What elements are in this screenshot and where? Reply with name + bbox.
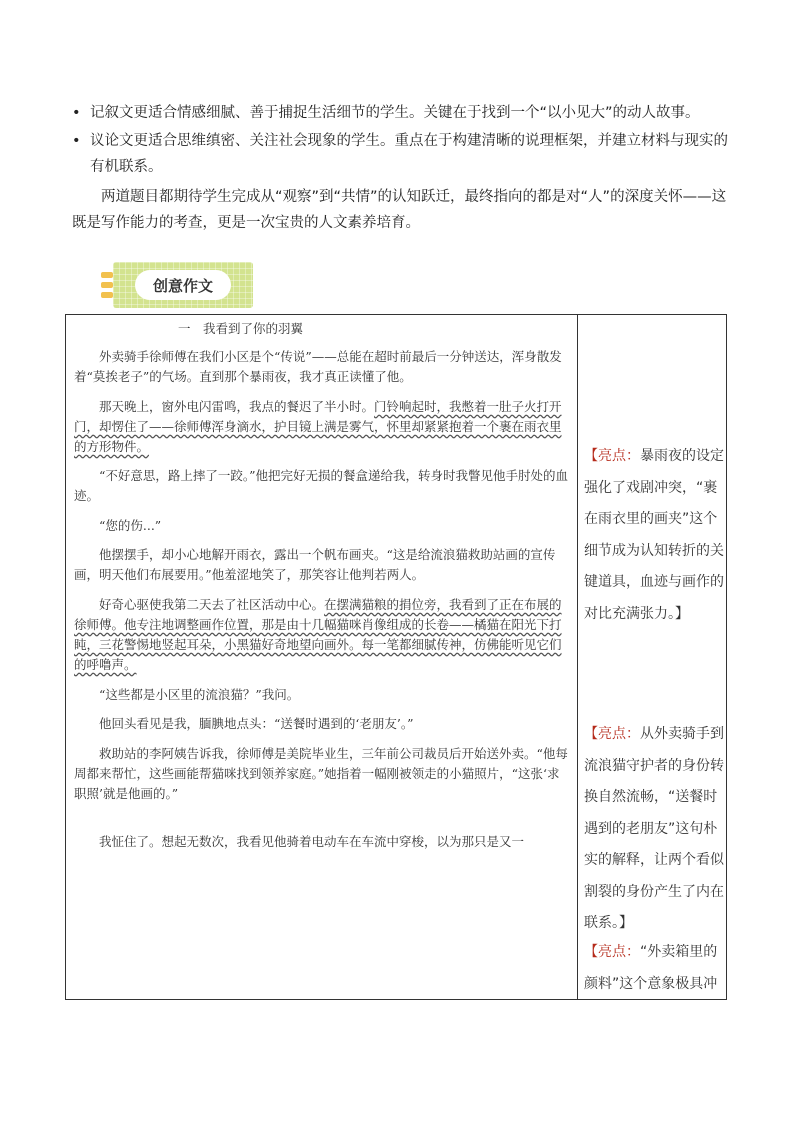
intro-section [72, 100, 732, 236]
note-label: 【亮点： [584, 726, 640, 742]
bullet-dot-icon: • [72, 105, 81, 121]
essay-title: 一 我看到了你的羽翼 [178, 321, 304, 336]
note-text: 从外卖骑手到流浪猫守护者的身份转换自然流畅，“送餐时遇到的老朋友”这句朴实的解释，让两个看似割裂的身份产生了内在联系。】 [584, 726, 724, 931]
highlight-note [584, 937, 724, 1000]
bullet-item [72, 128, 732, 180]
essay-paragraph: “不好意思，路上摔了一跤。”他把完好无损的餐盒递给我，转身时我瞥见他手肘处的血迹。 [74, 468, 569, 504]
essay-paragraph: 外卖骑手徐师傅在我们小区是个“传说”——总能在超时前最后一分钟送达，浑身散发着“莫挨老子”的气场。直到那个暴雨夜，我才真正读懂了他。 [74, 349, 562, 384]
note-label: 【亮点： [584, 944, 640, 960]
essay-paragraph: “您的伤...” [99, 517, 162, 533]
essay-paragraph: 他回头看见是我，腼腆地点头：“送餐时遇到的‘老朋友’。” [99, 716, 414, 732]
section-title: 创意作文 [135, 270, 231, 300]
essay-table [65, 314, 727, 1000]
essay-body [74, 319, 570, 861]
essay-paragraph: 我怔住了。想起无数次，我看见他骑着电动车在车流中穿梭，以为那只是又一 [99, 833, 525, 849]
bullet-item [72, 100, 732, 126]
highlight-note [584, 719, 724, 940]
bullet-dot-icon: • [72, 133, 81, 149]
highlight-note [584, 441, 724, 630]
underlined-text: 在摆满猫粮的捐位旁，我看到了正在布展的徐师傅。他专注地调整画作位置，那是由十几幅猫咪肖像组成的长卷——橘猫在阳光下打盹，三花警惕地竖起耳朵，小黑猫好奇地望向画外。每一笔都细腻传神，仿佛能听见它们的呼噜声。 [74, 596, 562, 672]
summary-paragraph: 两道题目都期待学生完成从“观察”到“共情”的认知跃迁，最终指向的都是对“人”的深度关怀——这既是写作能力的考查，更是一次宝贵的人文素养培育。 [72, 189, 727, 231]
badge-decoration-icon [101, 272, 113, 300]
badge-background [113, 262, 253, 308]
bullet-text: 议论文更适合思维缜密、关注社会现象的学生。重点在于构建清晰的说理框架，并建立材料与现实的有机联系。 [90, 133, 728, 175]
essay-paragraph [74, 397, 570, 457]
bullet-text: 记叙文更适合情感细腻、善于捕捉生活细节的学生。关键在于找到一个“以小见大”的动人故事。 [90, 105, 700, 121]
note-text: “外卖箱里的颜料”这个意象极具冲 [584, 944, 718, 992]
essay-paragraph: “这些都是小区里的流浪猫？”我问。 [99, 686, 300, 702]
note-text: 暴雨夜的设定强化了戏剧冲突，“裹在雨衣里的画夹”这个细节成为认知转折的关键道具，血迹与画作的对比充满张力。】 [584, 448, 724, 622]
essay-text: 好奇心驱使我第二天去了社区活动中心。 [99, 596, 325, 612]
note-label: 【亮点： [584, 448, 640, 464]
underlined-text: 门铃响起时，我憋着一肚子火打开门，却愣住了——徐师傅浑身滴水，护目镜上满是雾气，怀里却紧紧抱着一个裹在雨衣里的方形物件。 [74, 398, 562, 454]
section-badge [101, 262, 253, 308]
essay-paragraph: 救助站的李阿姨告诉我，徐师傅是美院毕业生，三年前公司裁员后开始送外卖。“他每周都来帮忙，这些画能帮猫咪找到领养家庭。”她指着一幅刚被领走的小猫照片，“这张‘求职照’就是他画的。” [74, 745, 568, 801]
essay-text: 那天晚上，窗外电闪雷鸣，我点的餐迟了半小时。 [99, 398, 375, 414]
essay-paragraph: 他摆摆手，却小心地解开雨衣，露出一个帆布画夹。“这是给流浪猫救助站画的宣传画，明天他们布展要用。”他羞涩地笑了，那笑容让他判若两人。 [74, 547, 556, 583]
column-divider [577, 315, 578, 999]
essay-paragraph [74, 595, 570, 675]
